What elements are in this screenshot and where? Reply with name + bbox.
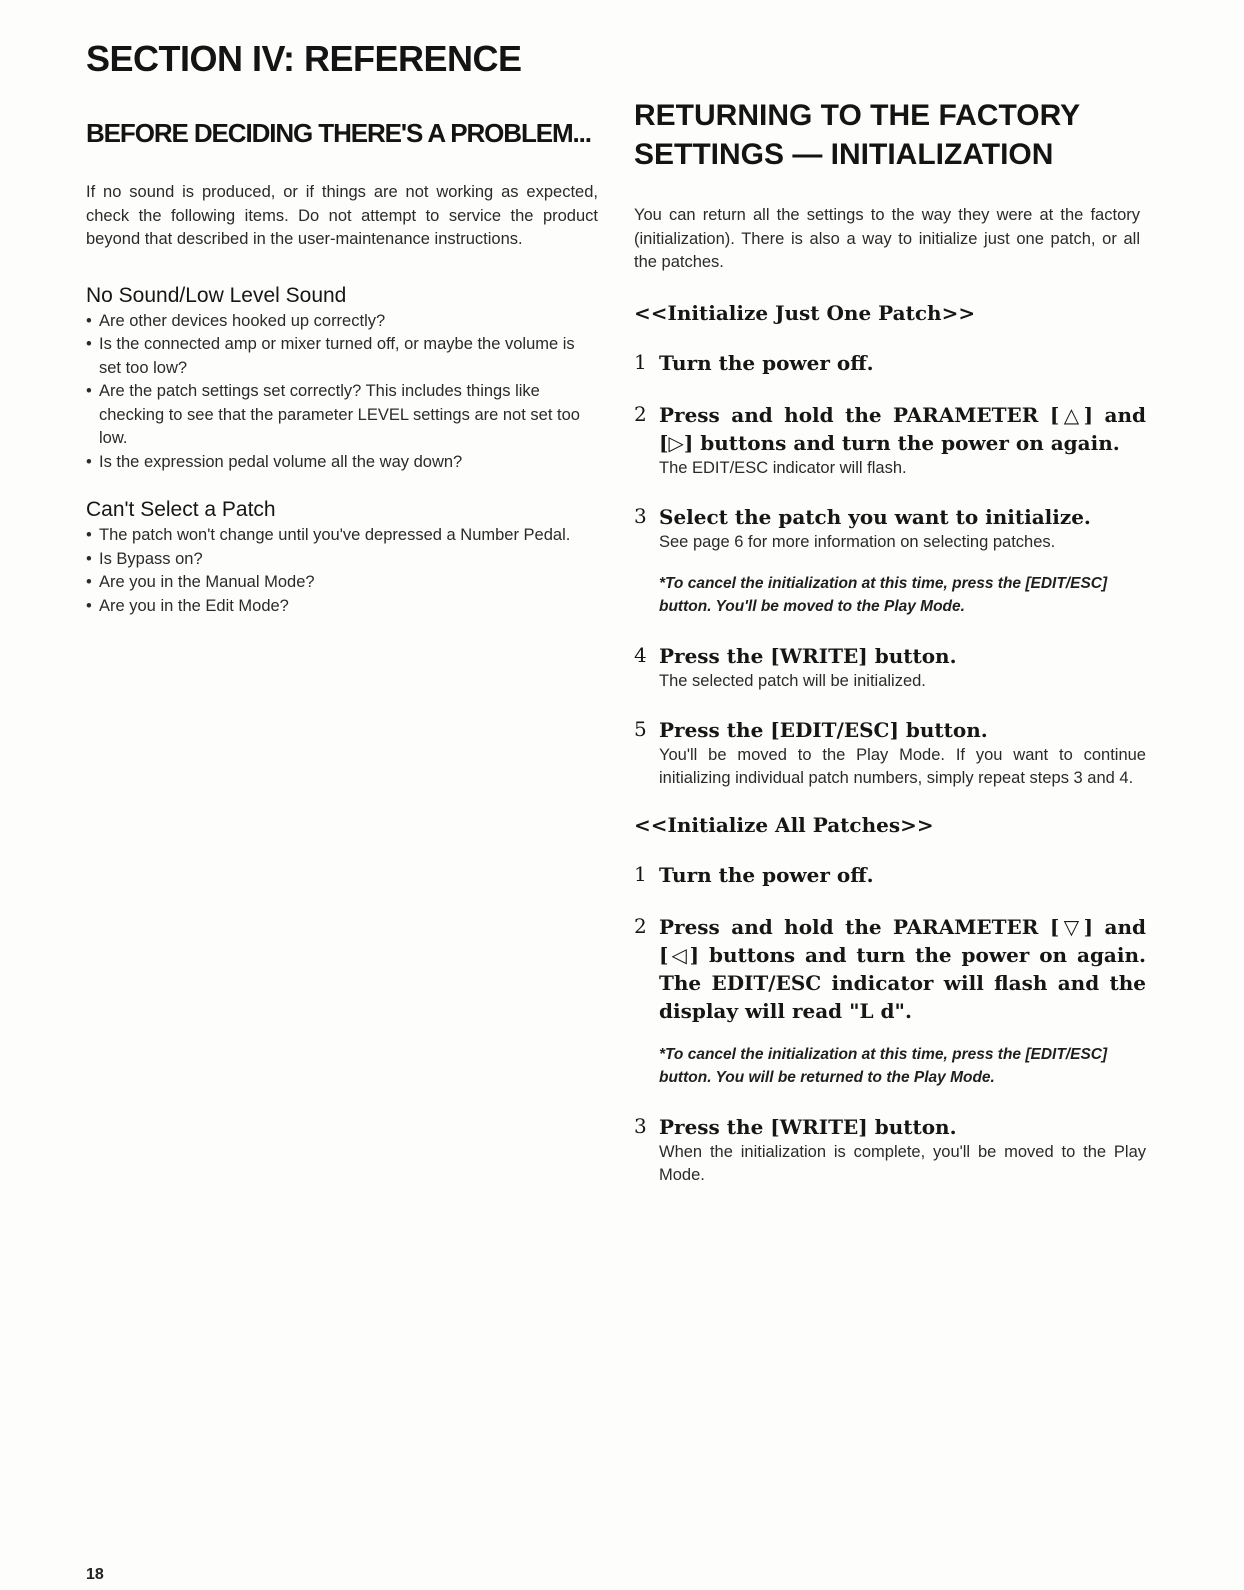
step-title: Press the [WRITE] button. (659, 1115, 957, 1139)
step-description: See page 6 for more information on selecting patches. (659, 533, 1056, 551)
no-sound-heading: No Sound/Low Level Sound (86, 283, 347, 307)
step-description: You'll be moved to the Play Mode. If you want to continue initializing individual patch numbers, simply repeat steps 3 and 4. (659, 746, 1146, 787)
initialization-heading (634, 96, 1146, 174)
step-title: Turn the power off. (659, 350, 874, 375)
checklist-item: • Is the connected amp or mixer turned off, or maybe the volume is set too low? (86, 333, 598, 380)
procedure-step (634, 642, 1146, 693)
cant-select-patch-checklist (86, 524, 598, 618)
section-title: SECTION IV: REFERENCE (86, 38, 522, 79)
checklist-item: • Are the patch settings set correctly? This includes things like checking to see that the parameter LEVEL settings are not set too low. (86, 380, 598, 451)
step-description: The selected patch will be initialized. (659, 671, 926, 690)
step-number: 5 (634, 717, 647, 741)
checklist-item: • Are you in the Manual Mode? (86, 571, 598, 595)
initialize-all-patches-title: <<Initialize All Patches>> (634, 813, 934, 837)
checklist-item: • Is Bypass on? (86, 548, 598, 572)
step-number: 3 (634, 504, 647, 528)
step-title: Press the [WRITE] button. (659, 643, 957, 668)
initialization-heading-line2: SETTINGS — INITIALIZATION (634, 138, 1054, 171)
step-title: Turn the power off. (659, 863, 874, 887)
procedure-step (634, 401, 1146, 480)
step-number: 1 (634, 862, 647, 886)
procedure-step (634, 1113, 1146, 1186)
step-number: 2 (634, 914, 647, 938)
step-number: 3 (634, 1114, 647, 1138)
step-title: Select the patch you want to initialize. (659, 505, 1091, 529)
procedure-step (634, 861, 1146, 889)
page-number: 18 (86, 1566, 104, 1583)
initialization-heading-line1: RETURNING TO THE FACTORY (634, 99, 1081, 132)
checklist-item: • Are other devices hooked up correctly? (86, 310, 598, 334)
checklist-item: • Are you in the Edit Mode? (86, 595, 598, 619)
step-title: Press the [EDIT/ESC] button. (659, 718, 988, 742)
step-title: Press and hold the PARAMETER [▽] and [◁] buttons and turn the power on again. The EDIT/ESC indicator will flash and the display will read "L d". (659, 915, 1146, 1023)
initialize-one-patch-title: <<Initialize Just One Patch>> (634, 300, 976, 325)
troubleshooting-heading: BEFORE DECIDING THERE'S A PROBLEM... (86, 118, 591, 148)
no-sound-checklist (86, 310, 598, 475)
step-description: The EDIT/ESC indicator will flash. (659, 458, 907, 477)
troubleshooting-column (86, 118, 598, 618)
procedure-step (634, 716, 1146, 789)
step-description: When the initialization is complete, you'll be moved to the Play Mode. (659, 1143, 1146, 1184)
procedure-step (634, 913, 1146, 1025)
cancel-note: *To cancel the initialization at this time, press the [EDIT/ESC] button. You will be returned to the Play Mode. (659, 1046, 1108, 1086)
procedure-step (634, 349, 1146, 377)
initialization-intro: You can return all the settings to the way they were at the factory (initialization). There is also a way to initialize just one patch, or all the patches. (634, 206, 1140, 271)
initialization-column (634, 96, 1146, 1186)
troubleshooting-intro: If no sound is produced, or if things are not working as expected, check the following items. Do not attempt to service the product beyond that described in the user-maintenance instructions. (86, 183, 598, 248)
cancel-note: *To cancel the initialization at this time, press the [EDIT/ESC] button. You'll be moved to the Play Mode. (659, 574, 1108, 615)
step-number: 2 (634, 401, 647, 426)
cant-select-patch-heading: Can't Select a Patch (86, 498, 276, 521)
procedure-step (634, 503, 1146, 554)
step-number: 4 (634, 642, 647, 667)
step-number: 1 (634, 349, 647, 374)
checklist-item: • Is the expression pedal volume all the way down? (86, 451, 598, 475)
step-title: Press and hold the PARAMETER [△] and [▷] buttons and turn the power on again. (659, 402, 1146, 455)
checklist-item: • The patch won't change until you've depressed a Number Pedal. (86, 524, 598, 548)
